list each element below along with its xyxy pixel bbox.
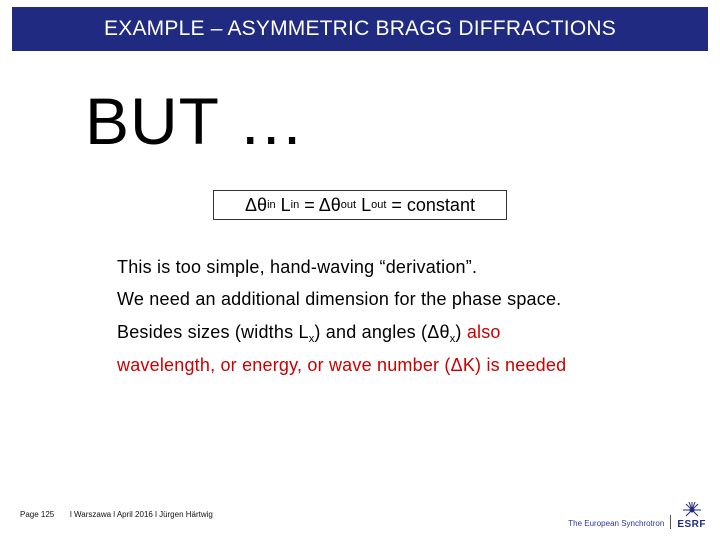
org-name: The European Synchrotron — [568, 519, 665, 528]
title-bar — [12, 7, 708, 51]
starburst-icon — [681, 501, 703, 519]
esrf-logo — [568, 501, 706, 530]
formula-part: Δθ — [245, 194, 268, 215]
text-sub: x — [308, 333, 315, 345]
text-line-4: wavelength, or energy, or wave number (ΔK) is needed — [117, 355, 567, 375]
formula-part: = Δθ — [299, 194, 341, 215]
esrf-mark — [677, 501, 706, 530]
page-number: Page 125 — [20, 510, 55, 519]
divider — [670, 515, 671, 529]
text-line-2: We need an additional dimension for the phase space. — [117, 289, 562, 309]
text-part: ) and angles (Δθ — [314, 322, 450, 342]
formula-part: L — [275, 194, 291, 215]
formula-box: Δθ in L in = Δθ out L out = constant — [213, 190, 507, 220]
formula-part: = constant — [386, 194, 475, 215]
text-line-3 — [117, 322, 501, 343]
text-line-1: This is too simple, hand-waving “derivation”. — [117, 257, 478, 277]
text-highlight: also — [466, 322, 501, 342]
text-sub: x — [449, 333, 456, 345]
footer-info: l Warszawa l April 2016 l Jürgen Härtwig — [70, 510, 213, 519]
text-part: Besides sizes (widths L — [117, 322, 309, 342]
slide-title: EXAMPLE – ASYMMETRIC BRAGG DIFFRACTIONS — [104, 17, 616, 40]
heading: BUT … — [85, 84, 306, 158]
formula-part: L — [356, 194, 372, 215]
esrf-wordmark: ESRF — [677, 519, 706, 530]
text-part: ) — [455, 322, 467, 342]
